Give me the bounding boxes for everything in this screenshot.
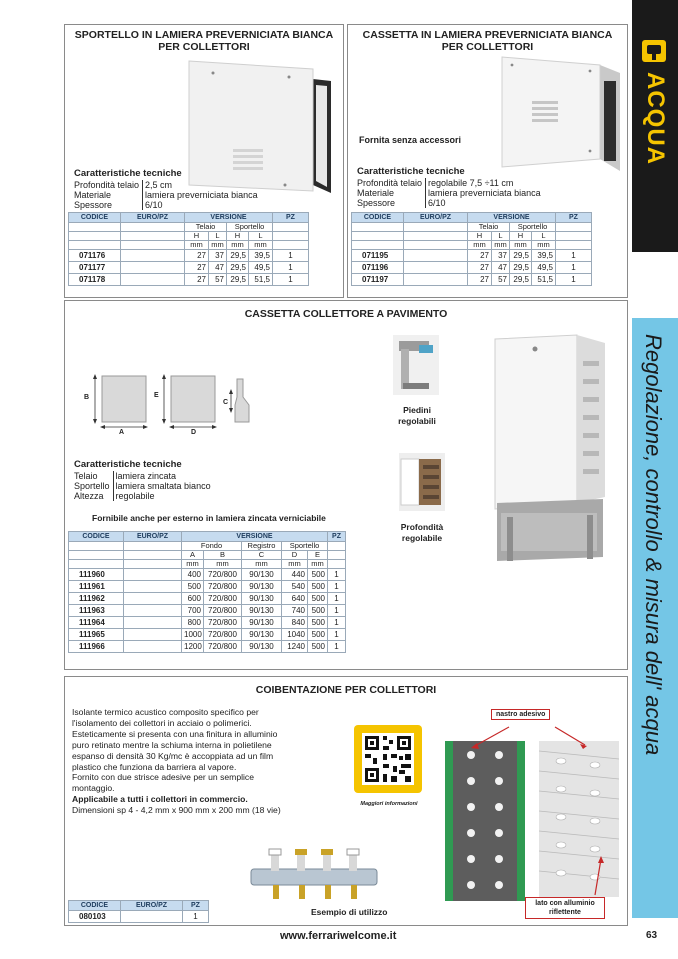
unit-label: mm xyxy=(510,241,532,250)
product-code: 071177 xyxy=(69,262,121,274)
description-line: Fornito con due strisce adesive per un semplice xyxy=(72,772,254,783)
qr-code-icon[interactable] xyxy=(354,725,422,793)
cell: 27 xyxy=(185,262,209,274)
cell: 1 xyxy=(328,629,346,641)
col-header-codice: CODICE xyxy=(69,213,121,223)
product-code: 111960 xyxy=(69,569,124,581)
specs-block xyxy=(74,460,214,501)
cell: 720/800 xyxy=(204,641,242,653)
cell: 1 xyxy=(328,641,346,653)
cell: 47 xyxy=(492,262,510,274)
cell: 720/800 xyxy=(204,605,242,617)
cell: 500 xyxy=(308,641,328,653)
sidebar-section-label: Regolazione, controllo & misura dell' acqua xyxy=(641,334,666,756)
spec-key: Altezza xyxy=(74,491,104,501)
cell: 29,5 xyxy=(227,262,249,274)
cell: 1 xyxy=(328,605,346,617)
accessories-note: Fornita senza accessori xyxy=(359,135,462,145)
sidebar-category-label: ACQUA xyxy=(642,72,669,165)
cell: 37 xyxy=(209,250,227,262)
group-telaio: Telaio xyxy=(468,223,510,232)
col-header-codice: CODICE xyxy=(69,901,121,911)
cell: 1 xyxy=(556,274,592,286)
description-block xyxy=(72,707,332,816)
cell: 90/130 xyxy=(242,629,282,641)
feet-label-2: regolabili xyxy=(398,416,436,426)
col-header-pz: PZ xyxy=(183,901,209,911)
cell: 1 xyxy=(273,250,309,262)
cell: 29,5 xyxy=(510,274,532,286)
description-line: espanso di densità 30 Kg/mc è accoppiata ad un film xyxy=(72,750,274,761)
col-header-pz: PZ xyxy=(273,213,309,223)
cell: 1 xyxy=(556,250,592,262)
spec-value: lamiera zincata xyxy=(113,471,214,481)
callout-arrows xyxy=(445,717,625,907)
group-telaio: Telaio xyxy=(185,223,227,232)
cell: 1040 xyxy=(282,629,308,641)
product-code: 111961 xyxy=(69,581,124,593)
spec-value: regolabile 7,5 ÷11 cm xyxy=(426,178,544,188)
panel-cassetta xyxy=(347,24,628,298)
cell: 1200 xyxy=(182,641,204,653)
cell: 500 xyxy=(308,629,328,641)
cell: 640 xyxy=(282,593,308,605)
spec-value: lamiera smaltata bianco xyxy=(113,481,214,491)
cell: 1 xyxy=(183,911,209,923)
cell: 540 xyxy=(282,581,308,593)
table-row xyxy=(69,605,346,617)
description-line: montaggio. xyxy=(72,783,115,794)
description-line: l'isolamento dei collettori in acciaio o polimerici. xyxy=(72,717,252,728)
dim-label: H xyxy=(227,232,249,241)
spec-value: lamiera preverniciata bianca xyxy=(143,190,261,200)
unit-label: mm xyxy=(282,560,308,569)
unit-label: mm xyxy=(182,560,204,569)
unit-label: mm xyxy=(227,241,249,250)
product-code: 071197 xyxy=(352,274,404,286)
dimension-diagram xyxy=(79,371,269,441)
cell: 39,5 xyxy=(249,250,273,262)
table-row xyxy=(69,262,309,274)
unit-label: mm xyxy=(308,560,328,569)
cell: 51,5 xyxy=(249,274,273,286)
aluminium-label-2: riflettente xyxy=(549,909,581,916)
panel-cassetta-pavimento xyxy=(64,300,628,670)
cell: 90/130 xyxy=(242,593,282,605)
group-sportello: Sportello xyxy=(282,542,328,551)
unit-label: mm xyxy=(249,241,273,250)
unit-label: mm xyxy=(204,560,242,569)
spec-key: Sportello xyxy=(74,481,110,491)
spec-value: 2,5 cm xyxy=(143,180,261,190)
dim-label: L xyxy=(492,232,510,241)
col-header-versione: VERSIONE xyxy=(185,213,273,223)
panel-title: CASSETTA COLLETTORE A PAVIMENTO xyxy=(244,308,448,320)
table-row xyxy=(69,641,346,653)
spec-value: 6/10 xyxy=(426,198,544,208)
col-header-euro: EURO/PZ xyxy=(121,901,183,911)
cell: 500 xyxy=(308,581,328,593)
cell: 500 xyxy=(308,569,328,581)
cell: 27 xyxy=(185,250,209,262)
table-row xyxy=(69,593,346,605)
product-table xyxy=(68,212,309,286)
table-row xyxy=(69,274,309,286)
spec-key: Materiale xyxy=(74,190,112,200)
specs-title: Caratteristiche tecniche xyxy=(357,166,465,177)
product-code: 111963 xyxy=(69,605,124,617)
unit-label: mm xyxy=(532,241,556,250)
col-header-versione: VERSIONE xyxy=(468,213,556,223)
table-row xyxy=(69,581,346,593)
panel-sportello xyxy=(64,24,344,298)
product-table xyxy=(351,212,592,286)
faucet-icon xyxy=(639,36,669,66)
product-code: 071176 xyxy=(69,250,121,262)
cell: 500 xyxy=(308,617,328,629)
group-sportello: Sportello xyxy=(510,223,556,232)
spec-key: Materiale xyxy=(357,188,395,198)
product-code: 111962 xyxy=(69,593,124,605)
panel-title: COIBENTAZIONE PER COLLETTORI xyxy=(255,684,437,696)
dim-label: A xyxy=(182,551,204,560)
cell: 29,5 xyxy=(510,262,532,274)
product-table xyxy=(68,531,346,653)
spec-key: Profondità telaio xyxy=(74,180,140,190)
spec-key: Spessore xyxy=(357,198,396,208)
dim-label: H xyxy=(468,232,492,241)
cabinet-photo xyxy=(498,55,624,175)
cell: 27 xyxy=(468,274,492,286)
cell: 1 xyxy=(273,262,309,274)
unit-label: mm xyxy=(209,241,227,250)
cell: 49,5 xyxy=(249,262,273,274)
example-label: Esempio di utilizzo xyxy=(311,907,388,917)
feet-label-1: Piedini xyxy=(403,405,431,415)
spec-key: Spessore xyxy=(74,200,113,210)
group-registro: Registro xyxy=(242,542,282,551)
table-row xyxy=(69,629,346,641)
cell: 90/130 xyxy=(242,569,282,581)
qr-caption: Maggiori informazioni xyxy=(360,801,418,807)
cell: 90/130 xyxy=(242,641,282,653)
collector-example-photo xyxy=(249,847,379,903)
aluminium-label-1: lato con alluminio xyxy=(535,900,595,907)
cell: 740 xyxy=(282,605,308,617)
cell: 57 xyxy=(209,274,227,286)
cell: 90/130 xyxy=(242,605,282,617)
cell: 51,5 xyxy=(532,274,556,286)
depth-photo xyxy=(399,453,445,511)
unit-label: mm xyxy=(492,241,510,250)
dim-label: D xyxy=(282,551,308,560)
group-fondo: Fondo xyxy=(182,542,242,551)
dim-label: L xyxy=(209,232,227,241)
applicability-line: Applicabile a tutti i collettori in commercio. xyxy=(72,794,248,805)
col-header-pz: PZ xyxy=(328,532,346,542)
cell: 720/800 xyxy=(204,569,242,581)
cell: 600 xyxy=(182,593,204,605)
cell: 1 xyxy=(328,569,346,581)
table-row xyxy=(69,617,346,629)
panel-title-line2: PER COLLETTORI xyxy=(441,41,534,53)
dimensions-line: Dimensioni sp 4 - 4,2 mm x 900 mm x 200 mm (18 vie) xyxy=(72,805,281,816)
panel-title-line1: CASSETTA IN LAMIERA PREVERNICIATA BIANCA xyxy=(362,29,613,41)
dim-label-e: E xyxy=(154,392,159,399)
cell: 720/800 xyxy=(204,581,242,593)
table-row xyxy=(352,262,592,274)
cell: 840 xyxy=(282,617,308,629)
specs-title: Caratteristiche tecniche xyxy=(74,459,182,470)
cell: 29,5 xyxy=(510,250,532,262)
cell: 29,5 xyxy=(227,274,249,286)
cell: 720/800 xyxy=(204,629,242,641)
col-header-pz: PZ xyxy=(556,213,592,223)
table-row xyxy=(352,274,592,286)
col-header-versione: VERSIONE xyxy=(182,532,328,542)
cell: 700 xyxy=(182,605,204,617)
col-header-codice: CODICE xyxy=(352,213,404,223)
external-version-note: Fornibile anche per esterno in lamiera zincata verniciabile xyxy=(92,513,326,523)
specs-title: Caratteristiche tecniche xyxy=(74,168,182,179)
col-header-euro: EURO/PZ xyxy=(121,213,185,223)
spec-key: Profondità telaio xyxy=(357,178,423,188)
feet-photo xyxy=(393,335,439,395)
specs-block xyxy=(74,169,261,210)
cell: 1240 xyxy=(282,641,308,653)
product-code: 111964 xyxy=(69,617,124,629)
product-code: 071195 xyxy=(352,250,404,262)
product-table xyxy=(68,900,209,923)
panel-title-line2: PER COLLETTORI xyxy=(158,41,250,53)
cell: 27 xyxy=(185,274,209,286)
page-number: 63 xyxy=(646,930,658,941)
table-row xyxy=(352,250,592,262)
dim-label-c: C xyxy=(223,399,229,406)
dim-label: H xyxy=(185,232,209,241)
unit-label: mm xyxy=(185,241,209,250)
cell: 1000 xyxy=(182,629,204,641)
table-row xyxy=(69,569,346,581)
footer-website[interactable]: www.ferrariwelcome.it xyxy=(280,930,397,942)
spec-value: regolabile xyxy=(113,491,214,501)
cell: 90/130 xyxy=(242,581,282,593)
product-code: 111965 xyxy=(69,629,124,641)
cell: 29,5 xyxy=(227,250,249,262)
cell: 90/130 xyxy=(242,617,282,629)
cell: 39,5 xyxy=(532,250,556,262)
col-header-euro: EURO/PZ xyxy=(124,532,182,542)
tape-label: nastro adesivo xyxy=(491,709,550,720)
cell: 1 xyxy=(328,617,346,629)
description-line: puro retinato mentre la schiuma interna in polietilene xyxy=(72,739,272,750)
panel-title-line1: SPORTELLO IN LAMIERA PREVERNICIATA BIANCA xyxy=(74,29,334,41)
cell: 800 xyxy=(182,617,204,629)
cell: 1 xyxy=(328,581,346,593)
cell: 47 xyxy=(209,262,227,274)
cell: 500 xyxy=(182,581,204,593)
cell: 500 xyxy=(308,605,328,617)
dim-label: E xyxy=(308,551,328,560)
cell: 37 xyxy=(492,250,510,262)
depth-label-1: Profondità xyxy=(400,522,444,532)
cell: 440 xyxy=(282,569,308,581)
dim-label: C xyxy=(242,551,282,560)
table-row xyxy=(69,250,309,262)
cell: 57 xyxy=(492,274,510,286)
product-code: 071196 xyxy=(352,262,404,274)
group-sportello: Sportello xyxy=(227,223,273,232)
col-header-euro: EURO/PZ xyxy=(404,213,468,223)
cell: 27 xyxy=(468,262,492,274)
cell: 1 xyxy=(556,262,592,274)
dim-label: L xyxy=(532,232,556,241)
dim-label: B xyxy=(204,551,242,560)
dim-label-b: B xyxy=(84,394,90,401)
cell: 400 xyxy=(182,569,204,581)
cell: 1 xyxy=(328,593,346,605)
product-code: 071178 xyxy=(69,274,121,286)
table-row xyxy=(69,911,209,923)
product-code: 111966 xyxy=(69,641,124,653)
floor-cabinet-photo xyxy=(491,331,611,563)
unit-label: mm xyxy=(242,560,282,569)
col-header-codice: CODICE xyxy=(69,532,124,542)
depth-label-2: regolabile xyxy=(401,533,443,543)
cell: 500 xyxy=(308,593,328,605)
panel-coibentazione xyxy=(64,676,628,926)
unit-label: mm xyxy=(468,241,492,250)
specs-block xyxy=(357,167,544,208)
description-line: Isolante termico acustico composito specifico per xyxy=(72,707,259,717)
spec-value: lamiera preverniciata bianca xyxy=(426,188,544,198)
cell: 720/800 xyxy=(204,593,242,605)
dim-label-a: A xyxy=(119,429,125,436)
dim-label-d: D xyxy=(191,429,197,436)
product-code: 080103 xyxy=(69,911,121,923)
dim-label: L xyxy=(249,232,273,241)
dim-label: H xyxy=(510,232,532,241)
spec-key: Telaio xyxy=(74,471,98,481)
description-line: Esteticamente si presenta con una finitura in alluminio xyxy=(72,728,278,739)
cell: 1 xyxy=(273,274,309,286)
cell: 720/800 xyxy=(204,617,242,629)
spec-value: 6/10 xyxy=(143,200,261,210)
cell: 49,5 xyxy=(532,262,556,274)
description-line: plastico che funziona da barriera al vapore. xyxy=(72,761,237,772)
cell: 27 xyxy=(468,250,492,262)
